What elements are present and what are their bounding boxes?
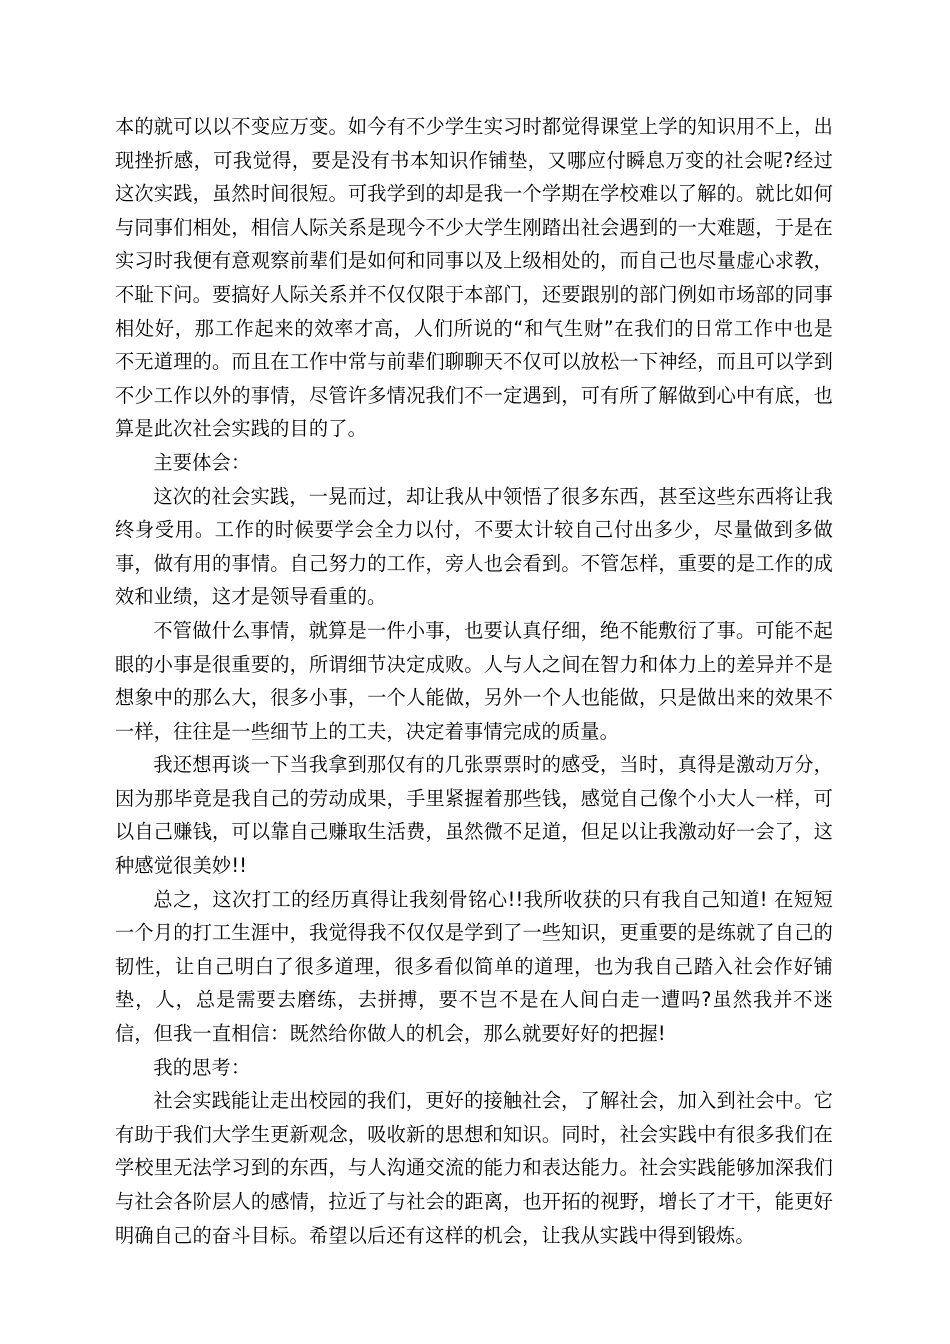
section-heading-main-experience: 主要体会： xyxy=(153,450,251,474)
paragraph-experience-3: 我还想再谈一下当我拿到那仅有的几张票票时的感受，当时，真得是激动万分，因为那毕竟是我自己的劳动成果，手里紧握着那些钱，感觉自己像个小大人一样，可以自己赚钱，可以靠自己赚取生活费，虽然微不足道，但足以让我激动好一会了，这种感觉很美妙!! xyxy=(115,753,833,878)
paragraph-experience-2: 不管做什么事情，就算是一件小事，也要认真仔细，绝不能敷衍了事。可能不起眼的小事是很重要的，所谓细节决定成败。人与人之间在智力和体力上的差异并不是想象中的那么大，很多小事，一个人能做，另外一个人也能做，只是做出来的效果不一样，往往是一些细节上的工夫，决定着事情完成的质量。 xyxy=(115,618,833,743)
paragraph-continuation: 本的就可以以不变应万变。如今有不少学生实习时都觉得课堂上学的知识用不上，出现挫折感，可我觉得，要是没有书本知识作铺垫，又哪应付瞬息万变的社会呢?经过这次实践，虽然时间很短。可我学到的却是我一个学期在学校难以了解的。就比如何与同事们相处，相信人际关系是现今不少大学生刚踏出社会遇到的一大难题，于是在实习时我便有意观察前辈们是如何和同事以及上级相处的，而自己也尽量虚心求教，不耻下问。要搞好人际关系并不仅仅限于本部门，还要跟别的部门例如市场部的同事相处好，那工作起来的效率才高，人们所说的“和气生财”在我们的日常工作中也是不无道理的。而且在工作中常与前辈们聊聊天不仅可以放松一下神经，而且可以学到不少工作以外的事情，尽管许多情况我们不一定遇到，可有所了解做到心中有底，也算是此次社会实践的目的了。 xyxy=(115,115,833,441)
paragraph-experience-4: 总之，这次打工的经历真得让我刻骨铭心!!我所收获的只有我自己知道! 在短短一个月的打工生涯中，我觉得我不仅仅是学到了一些知识，更重要的是练就了自己的韧性，让自己明白了很多道理，很多看似简单的道理，也为我自己踏入社会作好铺垫，人，总是需要去磨练，去拼搏，要不岂不是在人间白走一遭吗?虽然我并不迷信，但我一直相信：既然给你做人的机会，那么就要好好的把握! xyxy=(115,887,833,1046)
section-heading-my-thoughts: 我的思考： xyxy=(153,1055,251,1079)
paragraph-experience-1: 这次的社会实践，一晃而过，却让我从中领悟了很多东西，甚至这些东西将让我终身受用。工作的时候要学会全力以付，不要太计较自己付出多少，尽量做到多做事，做有用的事情。自己努力的工作，旁人也会看到。不管怎样，重要的是工作的成效和业绩，这才是领导看重的。 xyxy=(115,484,833,609)
document-page xyxy=(115,110,833,1252)
paragraph-thoughts: 社会实践能让走出校园的我们，更好的接触社会，了解社会，加入到社会中。它有助于我们大学生更新观念，吸收新的思想和知识。同时，社会实践中有很多我们在学校里无法学习到的东西，与人沟通交流的能力和表达能力。社会实践能够加深我们与社会各阶层人的感情，拉近了与社会的距离，也开拓的视野，增长了才干，能更好明确自己的奋斗目标。希望以后还有这样的机会，让我从实践中得到锻炼。 xyxy=(115,1089,833,1247)
